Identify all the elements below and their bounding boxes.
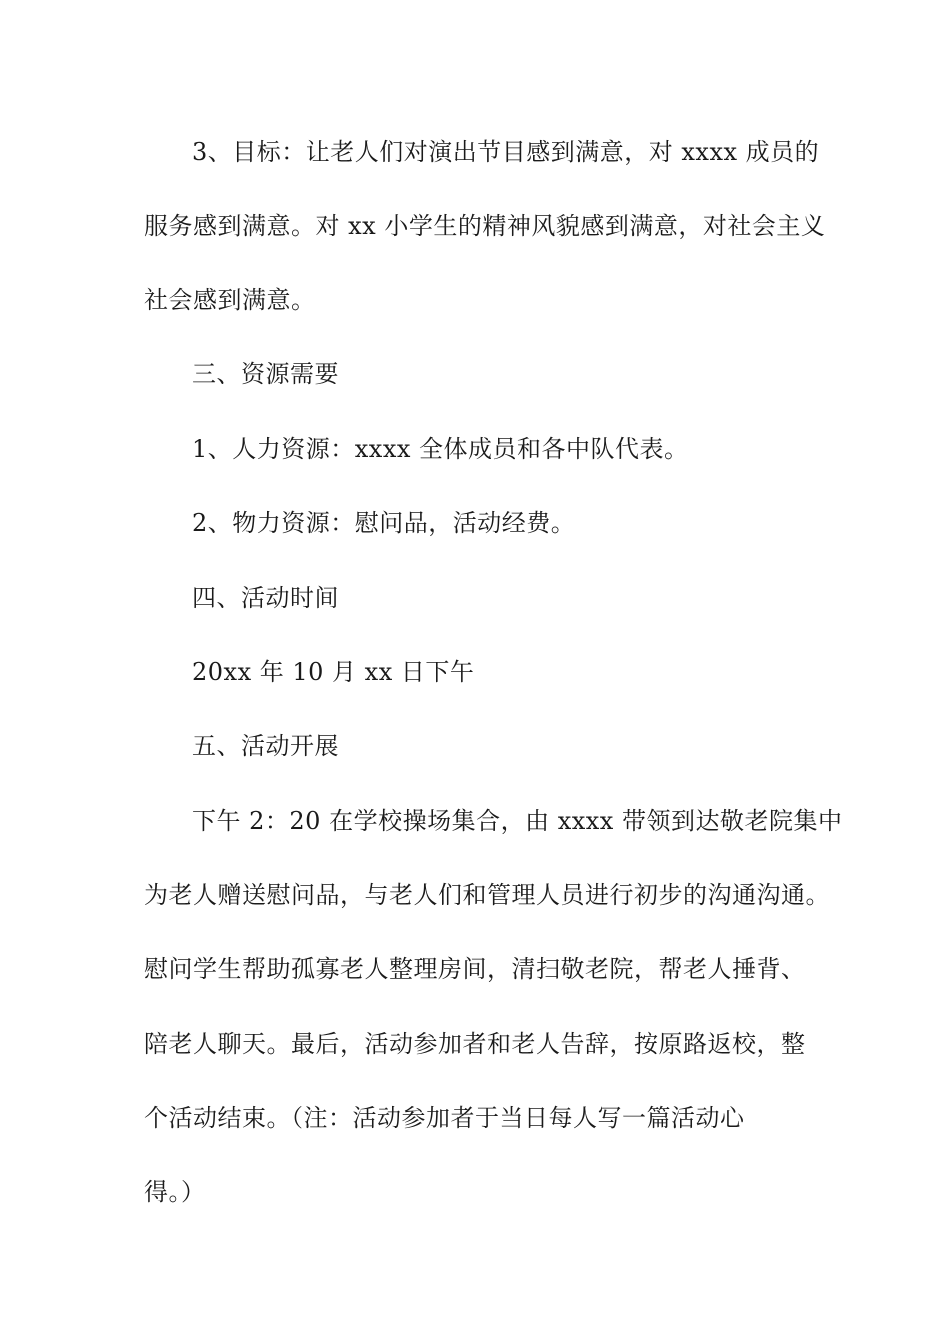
resource-item-human: 1、人力资源：xxxx 全体成员和各中队代表。 [192,435,689,463]
activity-date: 20xx 年 10 月 xx 日下午 [192,658,475,686]
conduct-paragraph-line-6: 得。） [144,1178,206,1206]
goal-3-line-1: 3、目标：让老人们对演出节目感到满意，对 xxxx 成员的 [192,138,820,166]
section-heading-resources: 三、资源需要 [192,360,339,388]
section-heading-conduct: 五、活动开展 [192,732,339,760]
section-heading-time: 四、活动时间 [192,584,339,612]
conduct-paragraph-line-4: 陪老人聊天。最后，活动参加者和老人告辞，按原路返校，整 [144,1030,806,1058]
resource-item-material: 2、物力资源：慰问品，活动经费。 [192,509,576,537]
conduct-paragraph-line-5: 个活动结束。（注：活动参加者于当日每人写一篇活动心 [144,1104,745,1132]
conduct-paragraph-line-1: 下午 2：20 在学校操场集合，由 xxxx 带领到达敬老院集中 [192,807,843,835]
goal-3-line-2: 服务感到满意。对 xx 小学生的精神风貌感到满意，对社会主义 [144,212,826,240]
goal-3-line-3: 社会感到满意。 [144,286,316,314]
conduct-paragraph-line-2: 为老人赠送慰问品，与老人们和管理人员进行初步的沟通沟通。 [144,881,830,909]
conduct-paragraph-line-3: 慰问学生帮助孤寡老人整理房间，清扫敬老院，帮老人捶背、 [144,955,806,983]
